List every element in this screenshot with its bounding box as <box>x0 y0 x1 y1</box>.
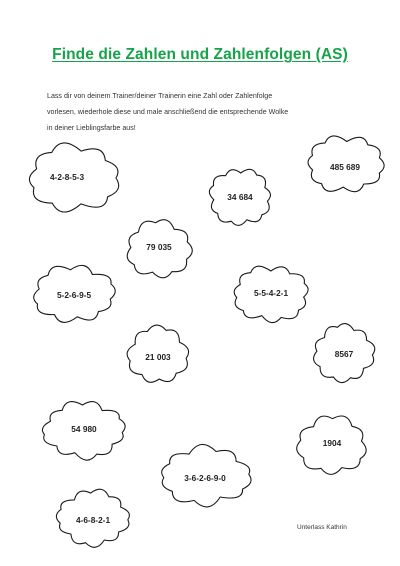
number-cloud[interactable] <box>297 416 367 474</box>
cloud-label: 5-5-4-2-1 <box>253 288 289 298</box>
instruction-line: in deiner Lieblingsfarbe aus! <box>47 124 136 132</box>
cloud-label: 54 980 <box>71 424 97 434</box>
number-cloud[interactable] <box>232 266 310 322</box>
instruction-line: Lass dir von deinem Trainer/deiner Trainerin eine Zahl oder Zahlenfolge <box>47 92 273 100</box>
number-cloud[interactable] <box>127 326 189 384</box>
cloud-label: 5-2-6-9-5 <box>56 290 92 300</box>
author-credit: Unterlass Kathrin <box>297 524 347 531</box>
number-cloud[interactable] <box>313 324 375 382</box>
number-cloud[interactable] <box>306 136 384 192</box>
cloud-label: 4-2-8-5-3 <box>49 172 85 182</box>
cloud-label: 8567 <box>334 349 354 359</box>
worksheet-title: Finde die Zahlen und Zahlenfolgen (AS) <box>52 46 348 63</box>
number-cloud[interactable] <box>208 168 272 226</box>
cloud-label: 4-6-8-2-1 <box>75 515 111 525</box>
number-cloud[interactable] <box>126 220 192 278</box>
instruction-line: vorlesen, wiederhole diese und male anschließend die entsprechende Wolke <box>47 108 289 116</box>
cloud-label: 34 684 <box>227 192 253 202</box>
number-cloud[interactable] <box>42 402 126 458</box>
number-cloud[interactable] <box>28 146 120 210</box>
cloud-label: 21 003 <box>145 352 171 362</box>
number-cloud[interactable] <box>158 448 252 504</box>
cloud-label: 3-6-2-6-9-0 <box>184 473 226 483</box>
number-cloud[interactable] <box>56 490 130 546</box>
cloud-label: 485 689 <box>330 162 360 172</box>
cloud-label: 1904 <box>322 438 342 448</box>
number-cloud[interactable] <box>32 266 116 322</box>
instructions <box>47 88 337 136</box>
cloud-label: 79 035 <box>146 242 172 252</box>
